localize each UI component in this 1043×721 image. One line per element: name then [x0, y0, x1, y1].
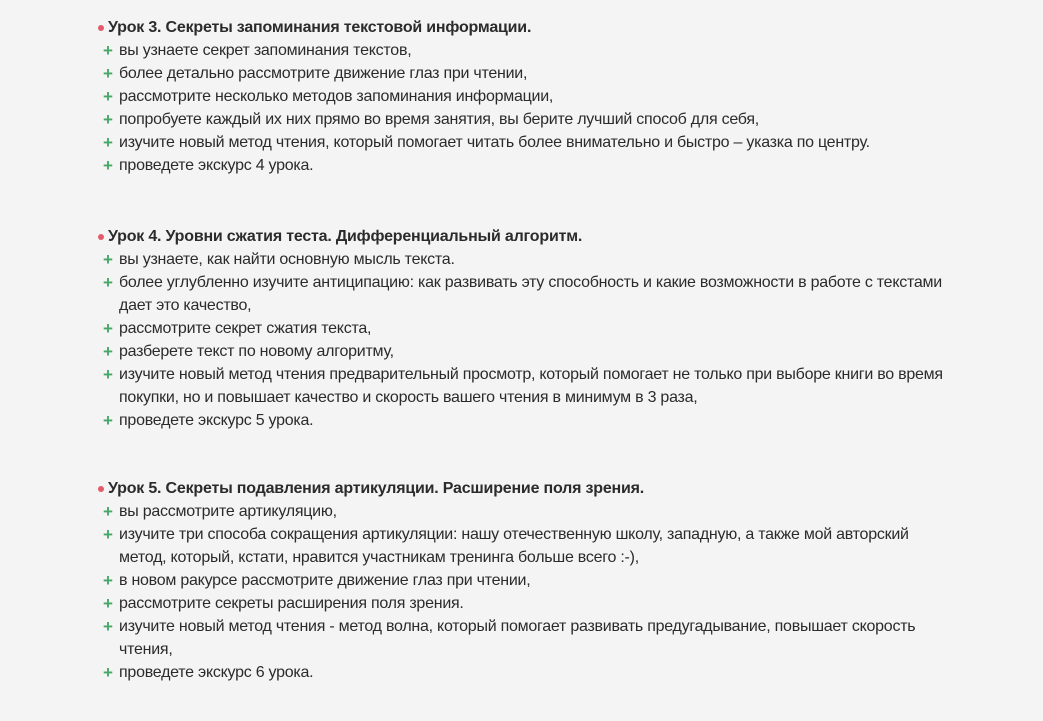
plus-icon: +	[103, 571, 113, 590]
plus-icon: +	[103, 273, 113, 292]
plus-icon: +	[103, 133, 113, 152]
list-item: + изучите три способа сокращения артикуляции: нашу отечественную школу, западную, а также мой авторский метод, который, кстати, нравится участникам тренинга больше всего :-),	[103, 525, 909, 566]
lesson-items	[98, 39, 998, 177]
plus-icon: +	[103, 41, 113, 60]
list-item: + более углубленно изучите антиципацию: как развивать эту способность и какие возможности в работе с текстами дает это качество,	[103, 273, 942, 314]
lesson-title-text: Урок 3. Секреты запоминания текстовой информации.	[108, 19, 532, 36]
lesson-items	[98, 248, 998, 432]
plus-icon: +	[103, 663, 113, 682]
lesson-items	[98, 500, 998, 684]
bullet-dot-icon	[98, 25, 104, 31]
list-item: + изучите новый метод чтения предварительный просмотр, который помогает не только при выборе книги во время покупки, но и повышает качество и скорость вашего чтения в минимум в 3 раза,	[103, 365, 943, 406]
list-item: + проведете экскурс 4 урока.	[103, 156, 314, 175]
plus-icon: +	[103, 411, 113, 430]
plus-icon: +	[103, 525, 113, 544]
list-item: + разберете текст по новому алгоритму,	[103, 342, 394, 361]
plus-icon: +	[103, 156, 113, 175]
list-item: + рассмотрите несколько методов запоминания информации,	[103, 87, 554, 106]
list-item: + вы рассмотрите артикуляцию,	[103, 502, 337, 521]
list-item: + попробуете каждый их них прямо во время занятия, вы берите лучший способ для себя,	[103, 110, 759, 129]
list-item: + рассмотрите секреты расширения поля зрения.	[103, 594, 464, 613]
plus-icon: +	[103, 365, 113, 384]
lesson-block	[98, 226, 998, 432]
bullet-dot-icon	[98, 234, 104, 240]
list-item: + рассмотрите секрет сжатия текста,	[103, 319, 372, 338]
list-item: + вы узнаете, как найти основную мысль текста.	[103, 250, 455, 269]
plus-icon: +	[103, 319, 113, 338]
plus-icon: +	[103, 342, 113, 361]
lesson-block	[98, 478, 998, 684]
lesson-block	[98, 17, 998, 177]
plus-icon: +	[103, 87, 113, 106]
plus-icon: +	[103, 110, 113, 129]
plus-icon: +	[103, 617, 113, 636]
plus-icon: +	[103, 64, 113, 83]
lesson-title-text: Урок 5. Секреты подавления артикуляции. Расширение поля зрения.	[108, 480, 645, 497]
list-item: + проведете экскурс 6 урока.	[103, 663, 314, 682]
lesson-title	[98, 17, 998, 39]
list-item: + проведете экскурс 5 урока.	[103, 411, 314, 430]
lesson-title-text: Урок 4. Уровни сжатия теста. Дифференциальный алгоритм.	[108, 228, 583, 245]
plus-icon: +	[103, 502, 113, 521]
plus-icon: +	[103, 250, 113, 269]
list-item: + более детально рассмотрите движение глаз при чтении,	[103, 64, 528, 83]
bullet-dot-icon	[98, 486, 104, 492]
plus-icon: +	[103, 594, 113, 613]
lesson-title	[98, 478, 998, 500]
list-item: + изучите новый метод чтения - метод волна, который помогает развивать предугадывание, повышает скорость чтения,	[103, 617, 916, 658]
list-item: + в новом ракурсе рассмотрите движение глаз при чтении,	[103, 571, 531, 590]
list-item: + изучите новый метод чтения, который помогает читать более внимательно и быстро – указка по центру.	[103, 133, 870, 152]
lesson-title	[98, 226, 998, 248]
list-item: + вы узнаете секрет запоминания текстов,	[103, 41, 412, 60]
